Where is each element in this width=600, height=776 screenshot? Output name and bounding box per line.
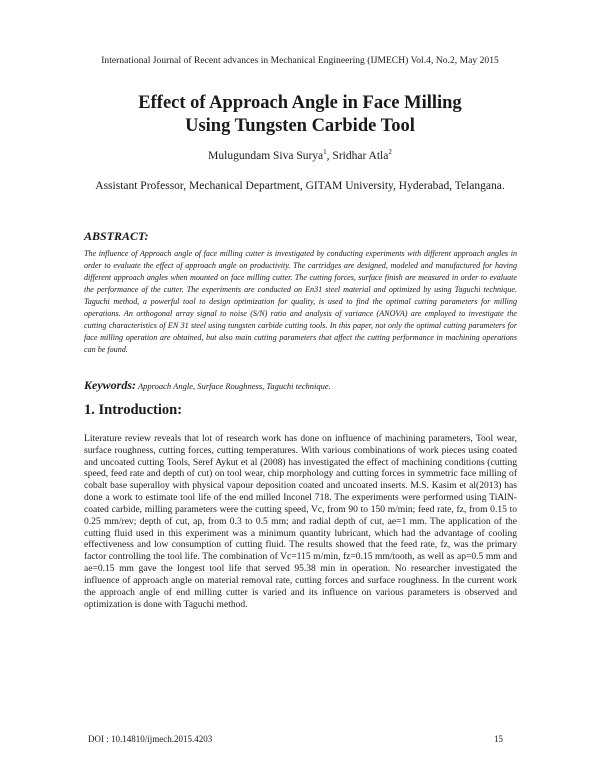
- footer-doi: DOI : 10.14810/ijmech.2015.4203: [88, 734, 213, 744]
- author-1-mark: 1: [323, 148, 327, 157]
- introduction-body: Literature review reveals that lot of research work has done on influence of machining parameters, Tool wear, surface roughness, cutting forces, cutting temperatures. With various combinations of work pieces using coated and uncoated cutting Tools, Seref Aykut et al (2008) has investigated the effect of machining conditions (cutting speed, feed rate and depth of cut) on tool wear, chip morphology and cutting forces in symmetric face milling of cobalt base superalloy with physical vapour deposition coated and uncoated inserts. M.S. Kasim et al(2013) has done a work to estimate tool life of the end milled Inconel 718. The experiments were performed using TiAlN-coated carbide, milling parameters were the cutting speed, Vc, from 90 to 150 m/min; feed rate, fz, from 0.15 to 0.25 mm/rev; depth of cut, ap, from 0.3 to 0.5 mm; and radial depth of cut, ae=1 mm. The application of the cutting fluid used in this experiment was a minimum quantity lubricant, which had the advantage of cooling effectiveness and low consumption of cutting fluid. The results showed that the feed rate, fz, was the primary factor controlling the tool life. The combination of Vc=115 m/min, fz=0.15 mm/tooth, as well as ap=0.5 mm and ae=0.15 mm gave the longest tool life that served 95.38 min in operation. No researcher investigated the influence of approach angle on material removal rate, cutting forces and surface roughness. In the current work the approach angle of end milling cutter is varied and its influence on various parameters is observed and optimization is done with Taguchi method.: [84, 433, 517, 610]
- page-number: 15: [494, 734, 503, 744]
- title-line-2: Using Tungsten Carbide Tool: [185, 116, 415, 136]
- abstract-heading: ABSTRACT:: [84, 229, 149, 243]
- author-2-mark: 2: [388, 148, 392, 157]
- abstract-body: The influence of Approach angle of face milling cutter is investigated by conducting experiments with different approach angles in order to evaluate the effect of approach angle on productivity. The cartridges are designed, modeled and manufactured for having different approach angles when mounted on face milling cutter. The cutting forces, surface finish are measured in order to evaluate the performance of the cutter. The experiments are conducted on En31 steel material and optimized by using Taguchi technique. Taguchi method, a powerful tool to design optimization for quality, is used to find the optimal cutting parameters for milling operations. An orthogonal array signal to noise (S/N) ratio and analysis of variance (ANOVA) are employed to investigate the cutting characteristics of EN 31 steel using tungsten carbide cutting tools. In this paper, not only the optimal cutting parameters for face milling operation are obtained, but also main cutting parameters that affect the cutting performance in machining operations can be found.: [84, 249, 517, 354]
- section-heading-introduction: 1. Introduction:: [84, 402, 183, 418]
- keywords-label: Keywords:: [84, 378, 136, 392]
- author-separator: ,: [326, 150, 333, 162]
- paper-title: [0, 92, 600, 138]
- author-1: Mulugundam Siva Surya: [208, 150, 324, 162]
- title-line-1: Effect of Approach Angle in Face Milling: [138, 93, 462, 113]
- author-affiliation: Assistant Professor, Mechanical Department, GITAM University, Hyderabad, Telangana.: [95, 180, 505, 192]
- keywords-line: [84, 378, 517, 393]
- running-header: International Journal of Recent advances in Mechanical Engineering (IJMECH) Vol.4, No.2, May 2015: [101, 56, 499, 66]
- author-2: Sridhar Atla: [332, 150, 389, 162]
- keywords-text: Approach Angle, Surface Roughness, Taguchi technique.: [136, 381, 331, 391]
- author-list: [0, 150, 600, 162]
